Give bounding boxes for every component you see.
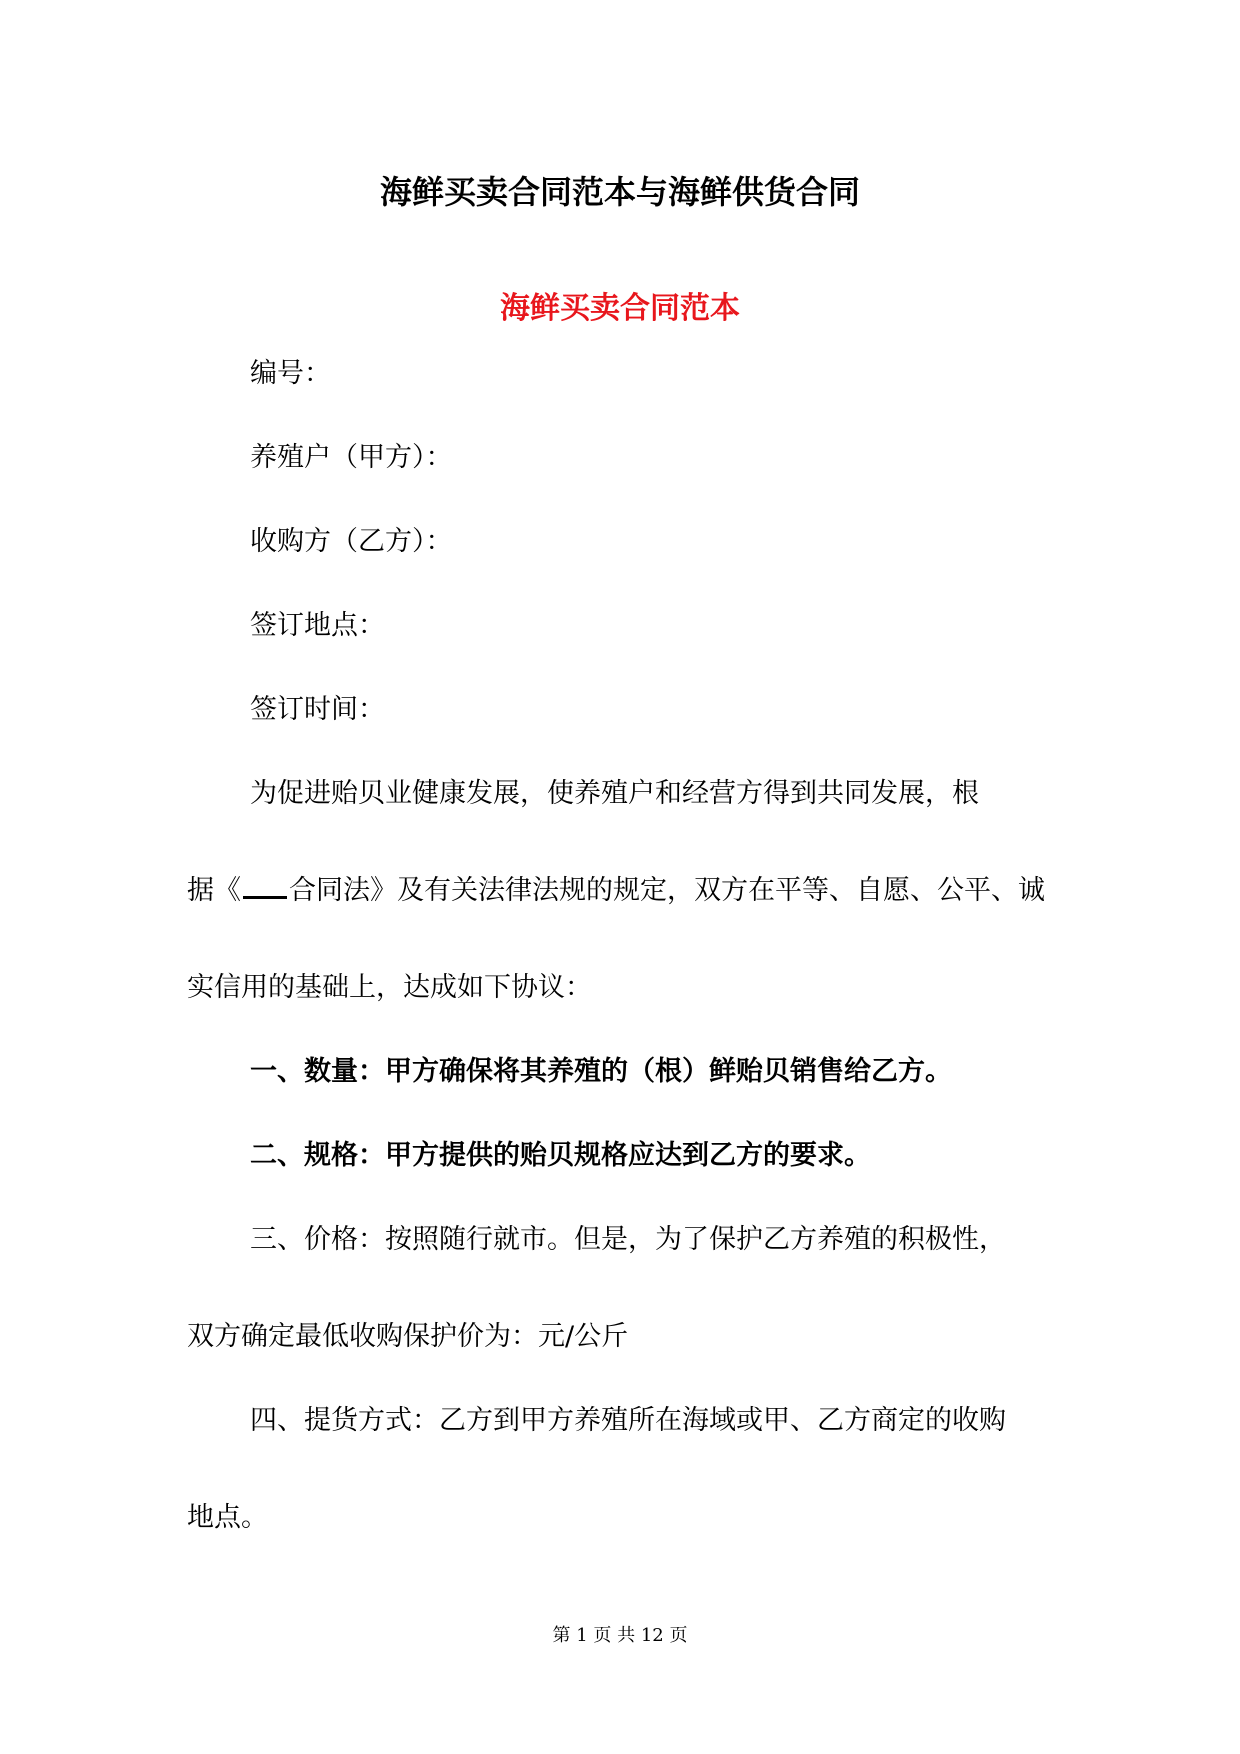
- clause-price-line-2: 双方确定最低收购保护价为：元/公斤: [187, 1321, 629, 1352]
- preamble-line-2-suffix: 合同法》及有关法律法规的规定，双方在平等、自愿、公平、诚: [289, 875, 1045, 906]
- preamble-line-3: 实信用的基础上，达成如下协议：: [187, 972, 592, 1003]
- preamble-line-2-prefix: 据《: [187, 875, 241, 906]
- clause-spec: 二、规格：甲方提供的贻贝规格应达到乙方的要求。: [250, 1140, 871, 1171]
- preamble-line-1: 为促进贻贝业健康发展，使养殖户和经营方得到共同发展，根: [250, 778, 979, 809]
- clause-delivery-line-1: 四、提货方式：乙方到甲方养殖所在海域或甲、乙方商定的收购: [250, 1405, 1006, 1436]
- clause-price-line-1: 三、价格：按照随行就市。但是，为了保护乙方养殖的积极性，: [250, 1224, 1006, 1255]
- blank-underline: [243, 872, 287, 899]
- preamble-line-2: [187, 871, 1045, 911]
- field-sign-place: 签订地点：: [250, 610, 385, 641]
- section-title: 海鲜买卖合同范本: [500, 291, 740, 326]
- page-footer: 第 1 页 共 12 页: [552, 1625, 688, 1646]
- field-number: 编号：: [250, 358, 331, 389]
- field-party-a: 养殖户（甲方）：: [250, 442, 453, 473]
- field-party-b: 收购方（乙方）：: [250, 526, 453, 557]
- document-title: 海鲜买卖合同范本与海鲜供货合同: [379, 173, 860, 211]
- field-sign-time: 签订时间：: [250, 694, 385, 725]
- clause-quantity: 一、数量：甲方确保将其养殖的（根）鲜贻贝销售给乙方。: [250, 1056, 952, 1087]
- clause-delivery-line-2: 地点。: [187, 1502, 268, 1533]
